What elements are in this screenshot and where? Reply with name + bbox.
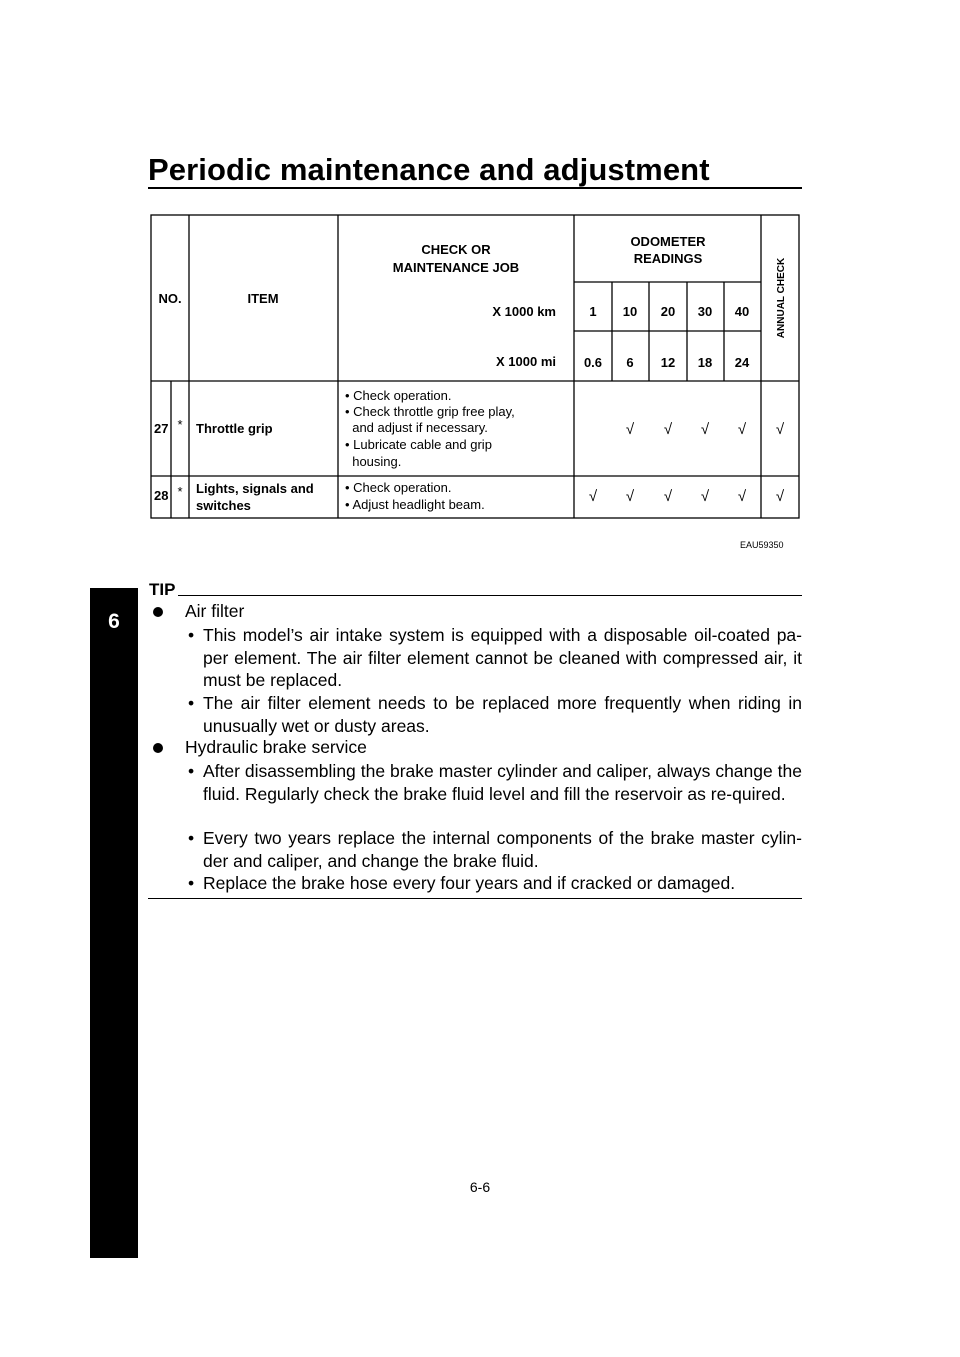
row-item: switches <box>196 498 251 513</box>
check-mark: √ <box>663 488 673 505</box>
check-mark: √ <box>663 421 673 438</box>
chapter-tab <box>90 588 138 1258</box>
tip-item-text: Replace the brake hose every four years and if cracked or damaged. <box>203 873 736 893</box>
job-line: • Adjust headlight beam. <box>345 497 485 512</box>
tip-item <box>188 827 802 872</box>
tip-section-title: Air filter <box>185 601 245 621</box>
km-reading: 10 <box>622 304 638 319</box>
bullet-icon: • <box>188 828 195 848</box>
page-title: Periodic maintenance and adjustment <box>148 152 710 187</box>
tip-bottom-rule <box>148 898 802 899</box>
check-mark: √ <box>700 488 710 505</box>
header-unit-mi: X 1000 mi <box>496 354 556 369</box>
tip-top-rule <box>178 595 802 596</box>
row-item: Lights, signals and <box>196 481 314 496</box>
tip-item <box>188 872 802 895</box>
header-item: ITEM <box>247 291 279 306</box>
maintenance-table <box>0 0 960 560</box>
tip-item-text: This model’s air intake system is equipped with a disposable oil-coated pa-per element. The air filter element cannot be cleaned with compressed air, it must be replaced. <box>203 625 802 690</box>
check-mark: √ <box>775 488 785 505</box>
bullet-icon <box>153 743 163 753</box>
job-line: • Check operation. <box>345 480 452 495</box>
bullet-icon: • <box>188 873 195 893</box>
header-odometer-line2: READINGS <box>633 251 703 266</box>
check-mark: √ <box>588 488 598 505</box>
tip-item-text: The air filter element needs to be replaced more frequently when riding in unusually wet or dusty areas. <box>203 693 802 736</box>
job-line: • Lubricate cable and grip <box>345 437 492 452</box>
tip-item <box>188 692 802 737</box>
row-number: 27 <box>154 421 169 436</box>
header-annual-check: ANNUAL CHECK <box>776 257 787 339</box>
mi-reading: 6 <box>626 355 634 370</box>
check-mark: √ <box>737 421 747 438</box>
km-reading: 40 <box>734 304 750 319</box>
row-number: 28 <box>154 488 169 503</box>
check-mark: √ <box>625 488 635 505</box>
header-unit-km: X 1000 km <box>492 304 556 319</box>
row-star: * <box>177 417 183 432</box>
job-line: • Check operation. <box>345 388 452 403</box>
mi-reading: 18 <box>697 355 713 370</box>
job-line: housing. <box>345 454 402 469</box>
bullet-icon: • <box>188 693 195 713</box>
check-mark: √ <box>775 421 785 438</box>
km-reading: 1 <box>589 304 597 319</box>
row-item: Throttle grip <box>196 421 273 436</box>
tip-item-text: Every two years replace the internal components of the brake master cylin-der and caliper, and change the brake fluid. <box>203 828 802 871</box>
mi-reading: 0.6 <box>583 355 603 370</box>
header-odometer-line1: ODOMETER <box>630 234 706 249</box>
tip-item <box>188 624 802 692</box>
reference-code: EAU59350 <box>740 540 784 550</box>
mi-reading: 24 <box>734 355 750 370</box>
km-reading: 20 <box>660 304 676 319</box>
bullet-icon: • <box>188 761 195 781</box>
check-mark: √ <box>737 488 747 505</box>
tip-item-text: After disassembling the brake master cylinder and caliper, always change the fluid. Regularly check the brake fluid level and fill the reservoir as re-quired. <box>203 761 802 804</box>
mi-reading: 12 <box>660 355 676 370</box>
bullet-icon <box>153 607 163 617</box>
job-line: • Check throttle grip free play, <box>345 404 515 419</box>
bullet-icon: • <box>188 625 195 645</box>
job-line: and adjust if necessary. <box>345 420 488 435</box>
header-job-line1: CHECK OR <box>421 242 491 257</box>
row-star: * <box>177 484 183 499</box>
header-job-line2: MAINTENANCE JOB <box>392 260 520 275</box>
tip-section-title: Hydraulic brake service <box>185 737 367 757</box>
tip-heading: TIP <box>149 580 176 599</box>
tip-item <box>188 760 802 805</box>
chapter-number: 6 <box>108 610 120 633</box>
header-no: NO. <box>158 291 182 306</box>
check-mark: √ <box>700 421 710 438</box>
page-number: 6-6 <box>469 1179 491 1195</box>
km-reading: 30 <box>697 304 713 319</box>
check-mark: √ <box>625 421 635 438</box>
